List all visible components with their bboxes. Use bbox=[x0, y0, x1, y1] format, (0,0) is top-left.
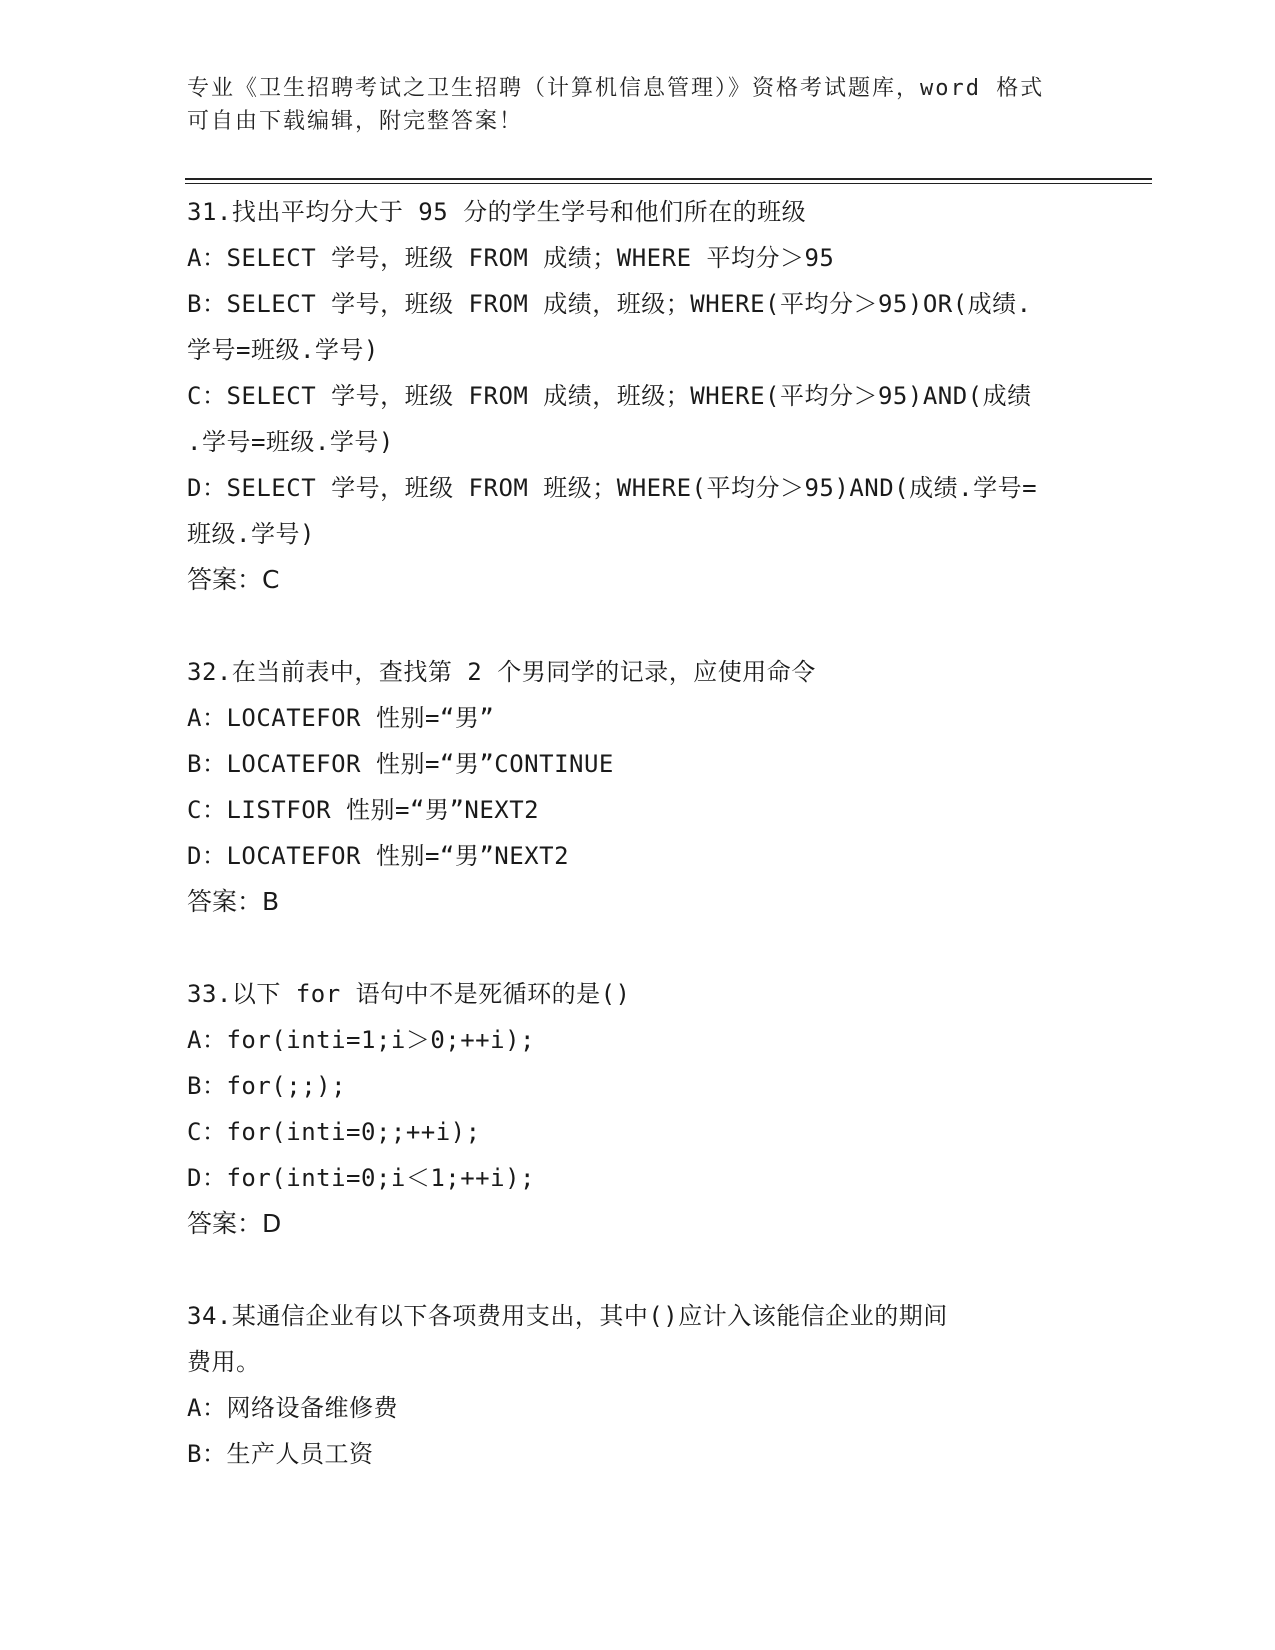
question-31 bbox=[187, 189, 1087, 603]
header-line: 可自由下载编辑，附完整答案！ bbox=[187, 109, 524, 134]
answer: 答案：B bbox=[187, 887, 280, 916]
header-divider-thick bbox=[185, 178, 1152, 180]
option-d-continued: 班级.学号) bbox=[187, 520, 315, 548]
option-d: D：for(inti=0;i＜1;++i); bbox=[187, 1164, 535, 1192]
question-text: 33.以下 for 语句中不是死循环的是() bbox=[187, 980, 631, 1008]
option-c: C：for(inti=0;;++i); bbox=[187, 1118, 481, 1146]
option-a: A：SELECT 学号，班级 FROM 成绩；WHERE 平均分＞95 bbox=[187, 244, 835, 272]
option-b: B：LOCATEFOR 性别=“男”CONTINUE bbox=[187, 750, 614, 778]
question-33 bbox=[187, 971, 1087, 1247]
header-line: 专业《卫生招聘考试之卫生招聘（计算机信息管理）》资格考试题库，word 格式 bbox=[187, 76, 1045, 101]
option-d: D：LOCATEFOR 性别=“男”NEXT2 bbox=[187, 842, 570, 870]
question-text: 32.在当前表中，查找第 2 个男同学的记录，应使用命令 bbox=[187, 658, 816, 686]
page-header bbox=[187, 72, 1087, 138]
option-c: C：LISTFOR 性别=“男”NEXT2 bbox=[187, 796, 540, 824]
question-list bbox=[187, 189, 1087, 1523]
answer: 答案：D bbox=[187, 1209, 282, 1238]
option-b-continued: 学号=班级.学号) bbox=[187, 336, 379, 364]
option-d: D：SELECT 学号，班级 FROM 班级；WHERE(平均分＞95)AND(成绩.学号= bbox=[187, 474, 1038, 502]
option-b: B：生产人员工资 bbox=[187, 1440, 374, 1468]
option-a: A：for(inti=1;i＞0;++i); bbox=[187, 1026, 535, 1054]
option-c: C：SELECT 学号，班级 FROM 成绩，班级；WHERE(平均分＞95)AND(成绩 bbox=[187, 382, 1032, 410]
option-a: A：网络设备维修费 bbox=[187, 1394, 398, 1422]
header-divider-thin bbox=[185, 183, 1152, 184]
question-34 bbox=[187, 1293, 1087, 1477]
option-b: B：for(;;); bbox=[187, 1072, 347, 1100]
question-text-continued: 费用。 bbox=[187, 1348, 261, 1376]
question-text: 34.某通信企业有以下各项费用支出，其中()应计入该能信企业的期间 bbox=[187, 1302, 948, 1330]
question-32 bbox=[187, 649, 1087, 925]
option-a: A：LOCATEFOR 性别=“男” bbox=[187, 704, 495, 732]
answer: 答案：C bbox=[187, 565, 280, 594]
option-c-continued: .学号=班级.学号) bbox=[187, 428, 394, 456]
question-text: 31.找出平均分大于 95 分的学生学号和他们所在的班级 bbox=[187, 198, 807, 226]
option-b: B：SELECT 学号，班级 FROM 成绩，班级；WHERE(平均分＞95)OR(成绩. bbox=[187, 290, 1032, 318]
